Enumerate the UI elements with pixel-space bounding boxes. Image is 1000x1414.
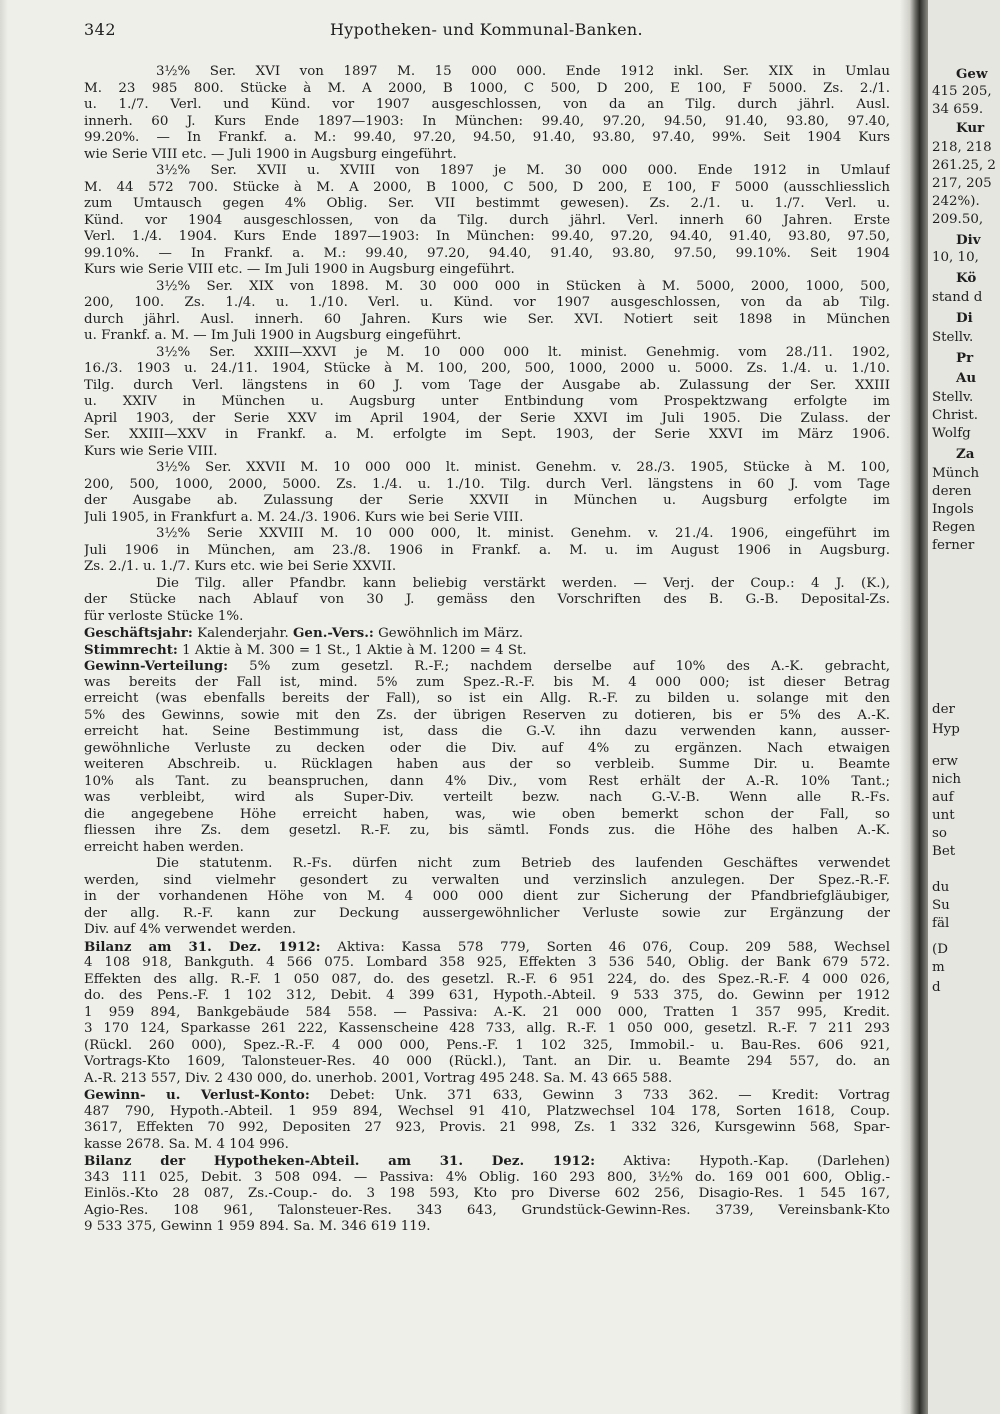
text-line: Gewinn- u. Verlust-Konto: Debet: Unk. 371 633, Gewinn 3 733 362. — Kredit: Vortrag — [84, 1087, 890, 1103]
next-page-fragment: du — [932, 880, 950, 895]
text-line: die angegebene Höhe erreicht haben, was, wie oben bemerkt schon der Fall, so — [84, 806, 890, 822]
text-line: Div. auf 4% verwendet werden. — [84, 922, 297, 937]
next-page-fragment: 217, 205 — [932, 176, 992, 191]
text-line: zum Umtausch gegen 4% Oblig. Ser. VII bestimmt gewesen). Zs. 2./1. u. 1./7. Verl. u. — [84, 196, 890, 211]
next-page-fragment: erw — [932, 754, 958, 769]
text-line: Verl. 1./4. 1904. Kurs Ende 1897—1903: In München: 99.40, 97.20, 94.40, 91.40, 93.80, 97.50, — [84, 229, 890, 244]
text-line: A.-R. 213 557, Div. 2 430 000, do. unerhob. 2001, Vortrag 495 248. Sa. M. 43 665 588. — [84, 1070, 673, 1086]
text-line: erreicht haben werden. — [84, 839, 244, 855]
text-line: Stimmrecht: 1 Aktie à M. 300 = 1 St., 1 Aktie à M. 1200 = 4 St. — [84, 641, 527, 658]
next-page-fragment: Bet — [932, 844, 956, 859]
next-page-fragment: Kö — [956, 270, 977, 286]
next-page-fragment: Di — [956, 310, 973, 326]
next-page-fragment: Hyp — [932, 722, 960, 737]
next-page-fragment: Stellv. — [932, 390, 974, 405]
text-line: Tilg. durch Verl. längstens in 60 J. vom Tage der Ausgabe ab. Zulassung der Ser. XXIII — [84, 377, 890, 393]
text-line: 3½% Ser. XVI von 1897 M. 15 000 000. Ende 1912 inkl. Ser. XIX in Umlau — [156, 64, 890, 79]
text-line: der allg. R.-F. kann zur Deckung aussergewöhnlicher Verluste sowie zur Ergänzung der — [84, 905, 890, 921]
text-line: Die statutenm. R.-Fs. dürfen nicht zum Betrieb des laufenden Geschäftes verwendet — [156, 856, 890, 871]
next-page-fragment: 209.50, — [932, 212, 984, 227]
text-line: 5% des Gewinns, sowie mit den Zs. der übrigen Reserven zu dotieren, bis er 5% des A.-K. — [84, 707, 890, 723]
text-line: was bereits der Fall ist, mind. 5% zum Spez.-R.-F. bis M. 4 000 000; ist dieser Betrag — [84, 674, 890, 690]
next-page-fragment: so — [932, 826, 947, 841]
text-line: Bilanz der Hypotheken-Abteil. am 31. Dez. 1912: Aktiva: Hypoth.-Kap. (Darlehen) — [84, 1153, 890, 1169]
text-line: 3½% Ser. XXVII M. 10 000 000 lt. minist. Genehm. v. 28./3. 1905, Stücke à M. 100, — [156, 460, 890, 475]
text-line: gewöhnliche Verluste zu decken oder die Div. auf 4% zu ergänzen. Nach etwaigen — [84, 740, 890, 756]
text-line: Gewinn-Verteilung: 5% zum gesetzl. R.-F.; nachdem derselbe auf 10% des A.-K. gebracht, — [84, 658, 890, 674]
next-page-fragment: Regen — [932, 520, 976, 535]
text-line: 4 108 918, Bankguth. 4 566 075. Lombard 358 925, Effekten 3 536 540, Oblig. der Bank 679 572. — [84, 955, 890, 970]
next-page-fragment: auf — [932, 790, 954, 805]
text-line: 99.10%. — In Frankf. a. M.: 99.40, 97.20, 94.40, 91.40, 93.80, 97.50, 99.10%. Seit 1904 — [84, 245, 890, 261]
next-page-fragment: (D — [932, 942, 948, 957]
next-page-fragment: 242%). — [932, 194, 980, 209]
text-line: der Ausgabe ab. Zulassung der Serie XXVII in München u. Augsburg erfolgte im — [84, 493, 890, 508]
text-line: Vortrags-Kto 1609, Talonsteuer-Res. 40 000 (Rückl.), Tant. an Dir. u. Beamte 294 557, do. an — [84, 1054, 890, 1069]
text-line: 16./3. 1903 u. 24./11. 1904, Stücke à M. 100, 200, 500, 1000, 2000 u. 5000. Zs. 1./4. u. 1./10. — [84, 361, 890, 376]
text-line: Agio-Res. 108 961, Talonsteuer-Res. 343 643, Grundstück-Gewinn-Res. 3739, Vereinsbank-Kto — [84, 1202, 890, 1218]
text-line: für verloste Stücke 1%. — [84, 608, 244, 624]
text-line: 200, 500, 1000, 2000, 5000. Zs. 1./4. u. 1./10. Tilg. durch Verl. längstens in 60 J. vom Tage — [84, 476, 890, 492]
next-page-fragment: Gew — [956, 66, 988, 82]
text-line: fliessen ihre Zs. dem gesetzl. R.-F. zu, bis sämtl. Fonds zus. die Höhe des halben A.-K. — [84, 823, 890, 838]
running-header: Hypotheken- und Kommunal-Banken. — [330, 20, 643, 39]
next-page-fragment: Ingols — [932, 502, 974, 517]
next-page-fragment: d — [932, 980, 941, 995]
next-page-fragment: deren — [932, 484, 972, 499]
text-line: 3 170 124, Sparkasse 261 222, Kassenscheine 428 733, allg. R.-F. 1 050 000, gesetzl. R.-F. 7 211 293 — [84, 1021, 890, 1036]
next-page-fragment: 218, 218 — [932, 140, 992, 155]
text-line: erreicht (was ebenfalls bereits der Fall), so ist ein Allg. R.-F. zu bilden u. solange mit den — [84, 691, 890, 706]
scan-edge — [0, 0, 8, 1414]
text-line: Einlös.-Kto 28 087, Zs.-Coup.- do. 3 198 593, Kto pro Diverse 602 256, Disagio-Res. 1 545 167, — [84, 1186, 890, 1201]
text-line: Juli 1905, in Frankfurt a. M. 24./3. 1906. Kurs wie bei Serie VIII. — [84, 509, 524, 525]
text-line: do. des Pens.-F. 1 102 312, Debit. 4 399 631, Hypoth.-Abteil. 9 533 375, do. Gewinn per 1912 — [84, 988, 890, 1003]
text-line: 10% als Tant. zu beanspruchen, dann 4% Div., vom Rest erhält der A.-R. 10% Tant.; — [84, 773, 890, 789]
next-page-fragment: Su — [932, 898, 950, 913]
text-line: Künd. vor 1904 ausgeschlossen, von da Tilg. durch jährl. Verl. innerh 60 Jahren. Erste — [84, 212, 890, 228]
next-page-fragment: Wolfg — [932, 426, 971, 441]
text-line: 343 111 025, Debit. 3 508 094. — Passiva: 4% Oblig. 160 293 800, 3½% do. 169 001 600, Oblig.- — [84, 1169, 890, 1185]
page-number: 342 — [84, 20, 117, 39]
next-page-fragment: Christ. — [932, 408, 979, 423]
next-page-fragment: Stellv. — [932, 330, 974, 345]
next-page-fragment: stand d — [932, 290, 983, 305]
next-page-fragment: 415 205, — [932, 84, 992, 99]
text-line: 3½% Ser. XIX von 1898. M. 30 000 000 in Stücken à M. 5000, 2000, 1000, 500, — [156, 278, 890, 294]
next-page-fragment: Div — [956, 232, 981, 248]
next-page-fragment: m — [932, 960, 945, 975]
next-page-fragment: 261.25, 2 — [932, 158, 996, 173]
text-line: April 1903, der Serie XXV im April 1904, der Serie XXVI im Juli 1905. Die Zulass. der — [84, 410, 890, 426]
text-line: 1 959 894, Bankgebäude 584 558. — Passiva: A.-K. 21 000 000, Tratten 1 357 995, Kredit. — [84, 1004, 890, 1020]
text-line: 3½% Serie XXVIII M. 10 000 000, lt. minist. Genehm. v. 21./4. 1906, eingeführt im — [156, 526, 890, 541]
text-line: was verbleibt, wird als Super-Div. verteilt bezw. nach G.-V.-B. Wenn alle R.-Fs. — [84, 790, 890, 805]
next-page-fragment: ferner — [932, 538, 975, 553]
text-line: erreicht hat. Seine Bestimmung ist, dass die G.-V. ihn dazu verwenden kann, ausser- — [84, 724, 890, 739]
text-line: werden, sind vielmehr gesondert zu verwalten und verzinslich anzulegen. Der Spez.-R.-F. — [84, 872, 890, 888]
next-page-fragment: fäl — [932, 916, 950, 931]
text-line: Bilanz am 31. Dez. 1912: Aktiva: Kassa 578 779, Sorten 46 076, Coup. 209 588, Wechsel — [84, 938, 890, 955]
text-line: Die Tilg. aller Pfandbr. kann beliebig verstärkt werden. — Verj. der Coup.: 4 J. (K.), — [156, 575, 890, 591]
text-line: Zs. 2./1. u. 1./7. Kurs etc. wie bei Serie XXVII. — [84, 559, 397, 574]
text-line: Juli 1906 in München, am 23./8. 1906 in Frankf. a. M. u. im August 1906 in Augsburg. — [84, 542, 890, 558]
text-line: 3617, Effekten 70 992, Depositen 27 923, Provis. 21 998, Zs. 1 332 326, Kursgewinn 568, Spar- — [84, 1120, 890, 1135]
page-fold-shadow — [900, 0, 928, 1414]
text-line: (Rückl. 260 000), Spez.-R.-F. 4 000 000, Pens.-F. 1 102 325, Immobil.- u. Bau-Res. 606 921, — [84, 1037, 890, 1053]
next-page-fragment: Za — [956, 446, 975, 462]
text-line: u. Frankf. a. M. — Im Juli 1900 in Augsburg eingeführt. — [84, 328, 462, 343]
text-line: u. XXIV in München u. Augsburg unter Entbindung vom Prospektzwang erfolgte im — [84, 394, 890, 409]
next-page-fragment: Au — [956, 370, 977, 386]
next-page-fragment: Pr — [956, 350, 974, 366]
text-line: 9 533 375, Gewinn 1 959 894. Sa. M. 346 619 119. — [84, 1219, 431, 1234]
main-text-column — [84, 64, 890, 1236]
text-line: Effekten des allg. R.-F. 1 050 087, do. des gesetzl. R.-F. 6 951 224, do. des Spez.-R.-F. 4 000 026, — [84, 971, 890, 987]
next-page-edge — [928, 0, 1000, 1414]
text-line: weiteren Abschreib. u. Rücklagen haben aus der so verbleib. Summe Dir. u. Beamte — [84, 757, 890, 772]
text-line: 99.20%. — In Frankf. a. M.: 99.40, 97.20, 94.50, 91.40, 93.80, 97.40, 99%. Seit 1904 Kurs — [84, 130, 890, 145]
text-line: Kurs wie Serie VIII etc. — Im Juli 1900 in Augsburg eingeführt. — [84, 262, 515, 277]
text-line: 3½% Ser. XXIII—XXVI je M. 10 000 000 lt. minist. Genehmig. vom 28./11. 1902, — [156, 344, 890, 360]
text-line: Geschäftsjahr: Kalenderjahr. Gen.-Vers.: Gewöhnlich im März. — [84, 625, 524, 641]
text-line: wie Serie VIII etc. — Juli 1900 in Augsburg eingeführt. — [84, 146, 457, 162]
next-page-fragment: 34 659. — [932, 102, 984, 117]
text-line: 487 790, Hypoth.-Abteil. 1 959 894, Wechsel 91 410, Platzwechsel 104 178, Sorten 1618, Coup. — [84, 1103, 890, 1119]
text-line: 3½% Ser. XVII u. XVIII von 1897 je M. 30 000 000. Ende 1912 in Umlauf — [156, 163, 890, 178]
text-line: u. 1./7. Verl. und Künd. vor 1907 ausgeschlossen, von da an Tilg. durch jährl. Ausl. — [84, 97, 890, 112]
text-line: 200, 100. Zs. 1./4. u. 1./10. Verl. u. Künd. vor 1907 ausgeschlossen, von da ab Tilg. — [84, 295, 890, 310]
next-page-fragment: Kur — [956, 120, 985, 136]
next-page-fragment: 10, 10, — [932, 250, 979, 265]
text-line: M. 23 985 800. Stücke à M. A 2000, B 1000, C 500, D 200, E 100, F 5000. Zs. 2./1. — [84, 80, 890, 96]
next-page-fragment: der — [932, 702, 955, 717]
next-page-fragment: unt — [932, 808, 955, 823]
text-line: Kurs wie Serie VIII. — [84, 443, 218, 459]
text-line: der Stücke nach Ablauf von 30 J. gemäss den Vorschriften des B. G.-B. Deposital-Zs. — [84, 592, 890, 607]
text-line: innerh. 60 J. Kurs Ende 1897—1903: In München: 99.40, 97.20, 94.50, 91.40, 93.80, 97.40, — [84, 113, 890, 129]
text-line: durch jährl. Ausl. innerh. 60 Jahren. Kurs wie Ser. XVI. Notiert seit 1898 in München — [84, 311, 890, 327]
text-line: Ser. XXIII—XXV in Frankf. a. M. erfolgte im Sept. 1903, der Serie XXVI im März 1906. — [84, 427, 890, 442]
next-page-fragment: Münch — [932, 466, 980, 481]
text-line: M. 44 572 700. Stücke à M. A 2000, B 1000, C 500, D 200, E 100, F 5000 (ausschliesslich — [84, 179, 890, 195]
text-line: kasse 2678. Sa. M. 4 104 996. — [84, 1136, 289, 1152]
text-line: in der vorhandenen Höhe von M. 4 000 000 dient zur Sicherung der Pfandbriefgläubiger, — [84, 889, 890, 904]
next-page-fragment: nich — [932, 772, 962, 787]
